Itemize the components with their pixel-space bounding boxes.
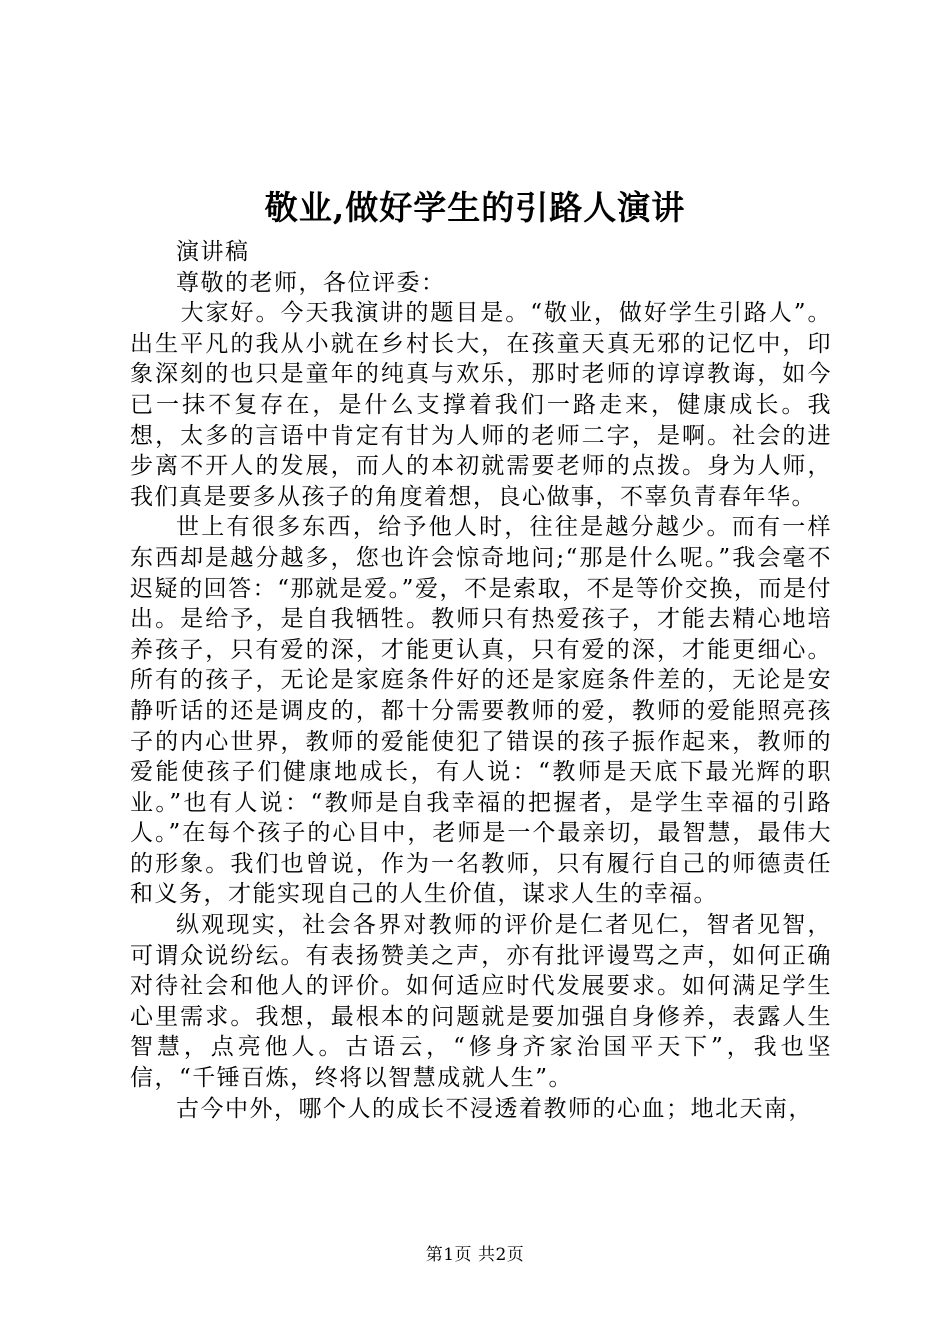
document-body [130,237,832,1124]
paragraph: 古今中外，哪个人的成长不浸透着教师的心血；地北天南， [176,1095,813,1122]
page-footer: 第1页 共2页 [425,1245,525,1265]
paragraph: 大家好。今天我演讲的题目是。“敬业，做好学生引路人”。出生平凡的我从小就在乡村长大，在孩童天真无邪的记忆中，印象深刻的也只是童年的纯真与欢乐，那时老师的谆谆教诲，如今已一抹不复存在，是什么支撑着我们一路走来，健康成长。我想，太多的言语中肯定有甘为人师的老师二字，是啊。社会的进步离不开人的发展，而人的本初就需要老师的点拨。身为人师，我们真是要多从孩子的角度着想，良心做事，不辜负青春年华。 [130,300,832,510]
paragraph-salutation: 尊敬的老师，各位评委： [176,269,446,296]
paragraph: 世上有很多东西，给予他人时，往往是越分越少。而有一样东西却是越分越多，您也许会惊奇地问;“那是什么呢。”我会毫不迟疑的回答：“那就是爱。”爱，不是索取，不是等价交换，而是付出。是给予，是自我牺牲。教师只有热爱孩子，才能去精心地培养孩子，只有爱的深，才能更认真，只有爱的深，才能更细心。所有的孩子，无论是家庭条件好的还是家庭条件差的，无论是安静听话的还是调皮的，都十分需要教师的爱，教师的爱能照亮孩子的内心世界，教师的爱能使犯了错误的孩子振作起来，教师的爱能使孩子们健康地成长，有人说：“教师是天底下最光辉的职业。”也有人说：“教师是自我幸福的把握者，是学生幸福的引路人。”在每个孩子的心目中，老师是一个最亲切，最智慧，最伟大的形象。我们也曾说，作为一名教师，只有履行自己的师德责任和义务，才能实现自己的人生价值，谋求人生的幸福。 [130,514,832,908]
page-title: 敬业,做好学生的引路人演讲 [264,188,686,227]
paragraph-label: 演讲稿 [176,239,250,265]
paragraph: 纵观现实，社会各界对教师的评价是仁者见仁，智者见智，可谓众说纷纭。有表扬赞美之声，亦有批评谩骂之声，如何正确对待社会和他人的评价。如何适应时代发展要求。如何满足学生心里需求。我想，最根本的问题就是要加强自身修养，表露人生智慧，点亮他人。古语云，“修身齐家治国平天下”，我也坚信，“千锤百炼，终将以智慧成就人生”。 [130,912,832,1092]
